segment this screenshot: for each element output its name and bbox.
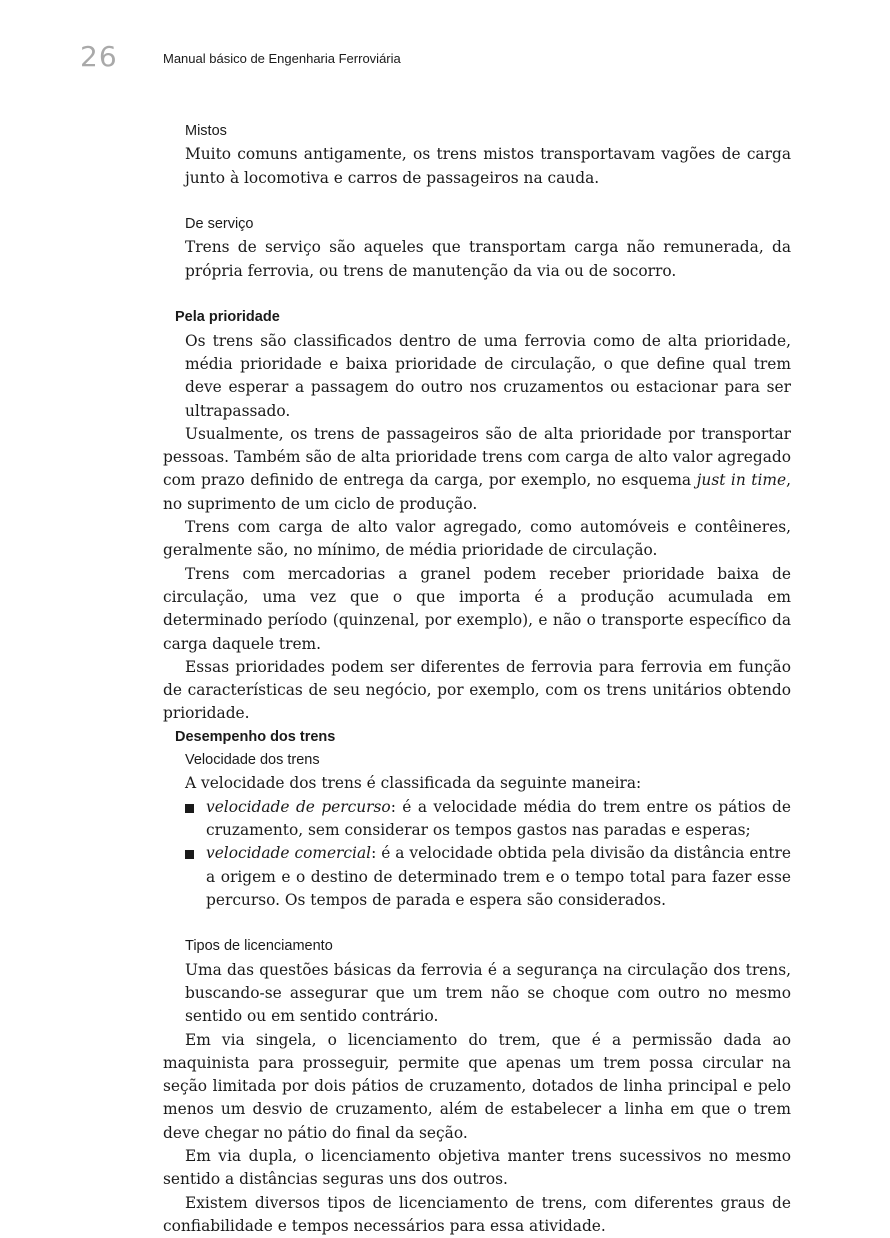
- paragraph-licenciamento-2: Em via dupla, o licenciamento objetiva manter trens sucessivos no mesmo sentido a distâncias seguras uns dos outros.: [163, 1147, 791, 1189]
- page-number: 26: [80, 40, 118, 73]
- section-title-licenciamento: Tipos de licenciamento: [185, 938, 333, 955]
- bullet-text: : é a velocidade obtida pela divisão da distância entre a origem e o destino de determinado trem e o tempo total para fazer esse percurso. Os tempos de parada e espera são considerados.: [206, 844, 791, 909]
- paragraph-prioridade-2: Trens com carga de alto valor agregado, como automóveis e contêineres, geralmente são, no mínimo, de média prioridade de circulação.: [163, 518, 791, 560]
- bullet-term: velocidade comercial: [206, 844, 372, 863]
- paragraph-prioridade-intro: Os trens são classificados dentro de uma ferrovia como de alta prioridade, média prioridade e baixa prioridade de circulação, o que define qual trem deve esperar a passagem do outro nos cruzamentos ou estacionar para ser ultrapassado.: [185, 331, 791, 420]
- running-head: Manual básico de Engenharia Ferroviária: [163, 51, 401, 66]
- paragraph-licenciamento-3: Existem diversos tipos de licenciamento de trens, com diferentes graus de confiabilidade e tempos necessários para essa atividade.: [163, 1193, 791, 1235]
- paragraph-servico: Trens de serviço são aqueles que transportam carga não remunerada, da própria ferrovia, ou trens de manutenção da via ou de socorro.: [185, 238, 791, 280]
- paragraph-prioridade-4: Essas prioridades podem ser diferentes de ferrovia para ferrovia em função de características de seu negócio, por exemplo, com os trens unitários obtendo prioridade.: [163, 657, 791, 723]
- italic-term: just in time: [696, 471, 787, 490]
- spacer: [163, 190, 791, 213]
- section-title-mistos: Mistos: [185, 123, 227, 139]
- bullet-term: velocidade de percurso: [206, 797, 391, 816]
- bullet-text: : é a velocidade média do trem entre os pátios de cruzamento, sem considerar os tempos gastos nas paradas e esperas;: [206, 797, 791, 839]
- page-body: [163, 120, 791, 1238]
- paragraph-text: Usualmente, os trens de passageiros são de alta prioridade por transportar pessoas. Também são de alta prioridade trens com carga de alto valor agregado com prazo definido de entrega da carga, por exemplo, no esquema: [163, 424, 791, 490]
- paragraph-velocidade-intro: A velocidade dos trens é classificada da seguinte maneira:: [185, 774, 642, 793]
- paragraph-prioridade-3: Trens com mercadorias a granel podem receber prioridade baixa de circulação, uma vez que o que importa é a produção acumulada em determinado período (quinzenal, por exemplo), e não o transporte específico da carga daquele trem.: [163, 564, 791, 653]
- paragraph-licenciamento-intro: Uma das questões básicas da ferrovia é a segurança na circulação dos trens, buscando-se assegurar que um trem não se choque com outro no mesmo sentido ou em sentido contrário.: [185, 960, 791, 1026]
- paragraph-mistos: Muito comuns antigamente, os trens mistos transportavam vagões de carga junto à locomotiva e carros de passageiros na cauda.: [185, 145, 791, 187]
- list-item: [206, 842, 791, 912]
- section-title-velocidade: Velocidade dos trens: [185, 752, 320, 769]
- spacer: [163, 912, 791, 935]
- paragraph-text: , no suprimento de um ciclo de produção.: [163, 471, 791, 513]
- list-item: [206, 796, 791, 843]
- heading-desempenho: Desempenho dos trens: [175, 728, 336, 745]
- spacer: [163, 283, 791, 306]
- paragraph-prioridade-1: [163, 423, 791, 516]
- paragraph-licenciamento-1: Em via singela, o licenciamento do trem, que é a permissão dada ao maquinista para prosseguir, permite que apenas um trem possa circular na seção limitada por dois pátios de cruzamento, dotados de linha principal e pelo menos um desvio de cruzamento, além de estabelecer a linha em que o trem deve chegar no pátio do final da seção.: [163, 1030, 791, 1142]
- section-title-servico: De serviço: [185, 216, 254, 233]
- heading-prioridade: Pela prioridade: [175, 309, 280, 326]
- velocidade-list: [163, 796, 791, 912]
